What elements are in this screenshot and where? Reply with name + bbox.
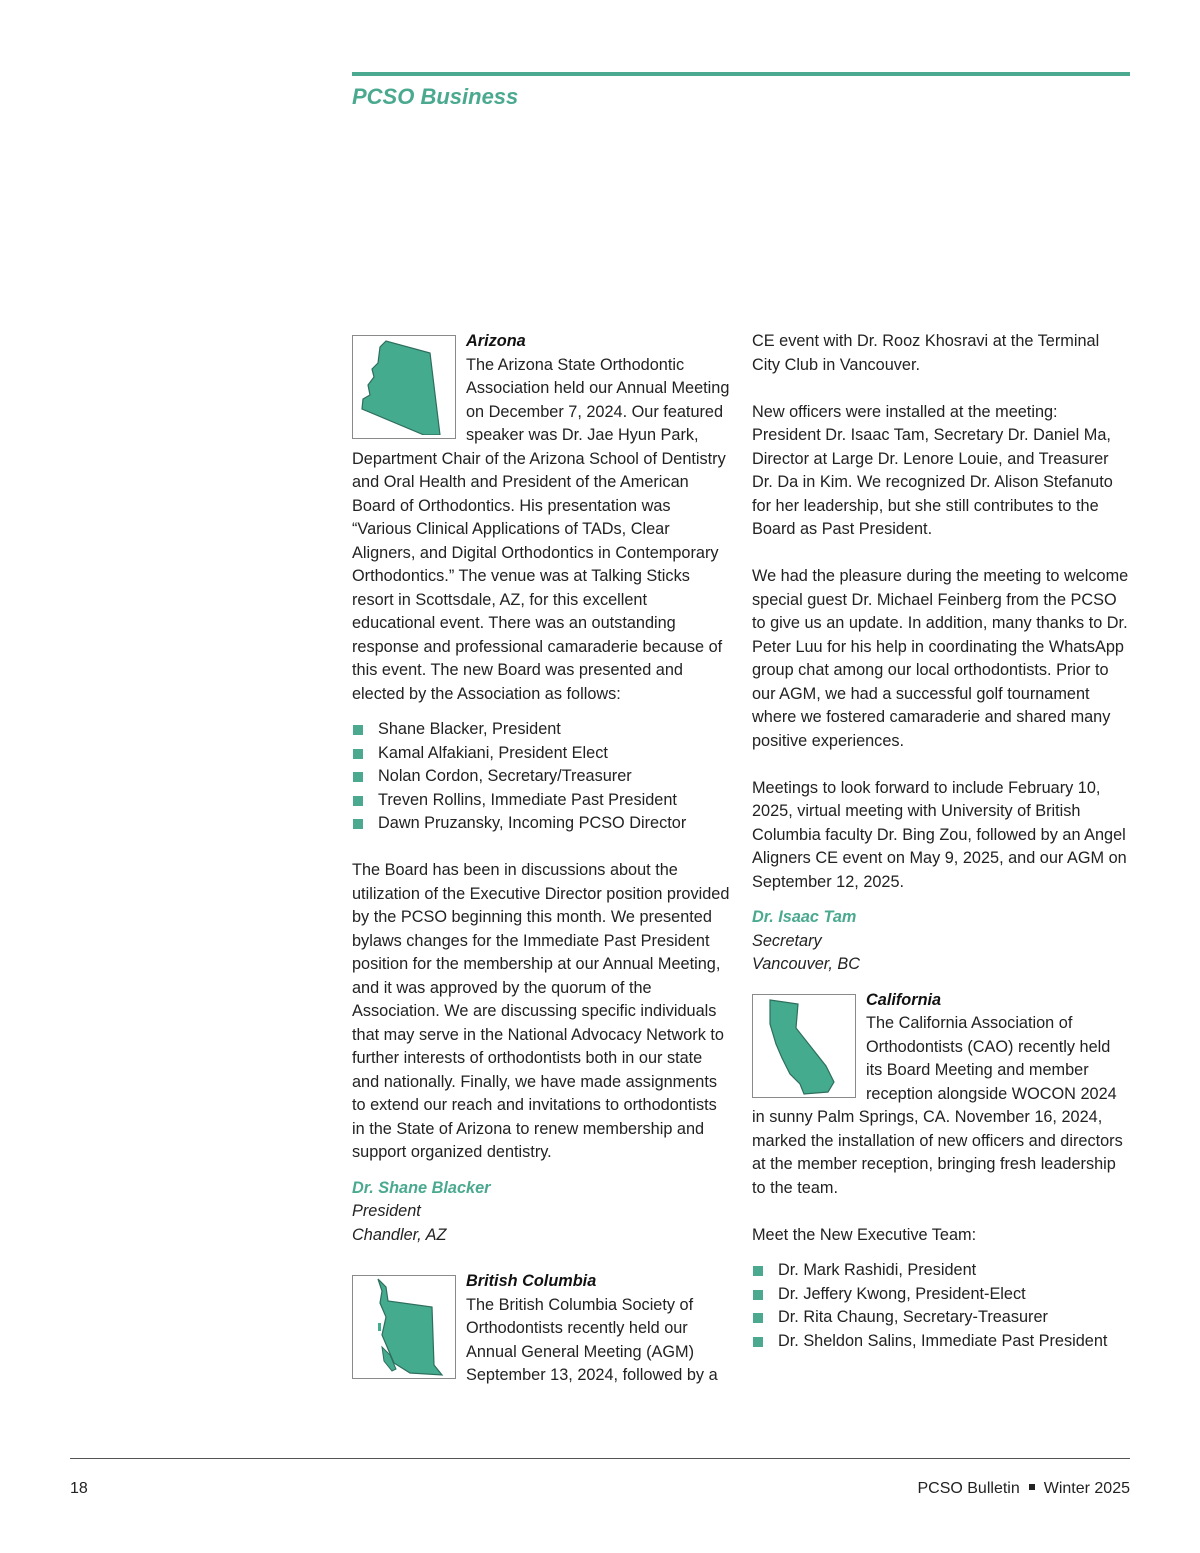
- section-title: PCSO Business: [352, 84, 519, 109]
- separator-square-icon: [1029, 1484, 1035, 1490]
- bc-paragraph-4: Meetings to look forward to include February 10, 2025, virtual meeting with University of British Columbia faculty Dr. Bing Zou, followed by an Angel Aligners CE event on May 9, 2025, and our AGM on September 12, 2025.: [752, 778, 1127, 891]
- bc-paragraph-2: New officers were installed at the meeting: President Dr. Isaac Tam, Secretary Dr. Daniel Ma, Director at Large Dr. Lenore Louie, and Treasurer Dr. Da in Kim. We recognized Dr. Alison Stefanuto for her leadership, but she still contributes to the Board as Past President.: [752, 402, 1113, 538]
- list-item: Treven Rollins, Immediate Past President: [352, 789, 730, 813]
- list-item: Dr. Sheldon Salins, Immediate Past President: [752, 1330, 1130, 1354]
- list-item: Dawn Pruzansky, Incoming PCSO Director: [352, 812, 730, 836]
- british-columbia-map-icon: [352, 1275, 456, 1379]
- arizona-paragraph-2: The Board has been in discussions about the utilization of the Executive Director position provided by the PCSO beginning this month. We presented bylaws changes for the Immediate Past President position for the membership at our Annual Meeting, and it was approved by the quorum of the Association. We are discussing specific individuals that may serve in the National Advocacy Network to further interests of orthodontists both in our state and nationally. Finally, we have made assignments to extend our reach and invitations to orthodontists in the State of Arizona to renew membership and support organized dentistry.: [352, 861, 730, 1161]
- bc-paragraph-1: The British Columbia Society of Orthodontists recently held our Annual General Meeting (AGM) September 13, 2024, followed by a: [466, 1295, 718, 1384]
- arizona-paragraph-1: The Arizona State Orthodontic Association held our Annual Meeting on December 7, 2024. Our featured speaker was Dr. Jae Hyun Park, Department Chair of the Arizona School of Dentistry and Oral Health and President of the American Board of Orthodontics. His presentation was “Various Clinical Applications of TADs, Clear Aligners, and Digital Orthodontics in Contemporary Orthodontics.” The venue was at Talking Sticks resort in Scottsdale, AZ, for this excellent educational event. There was an outstanding response and professional camaraderie because of this event. The new Board was presented and elected by the Association as follows:: [352, 355, 730, 703]
- bc-paragraph-3: We had the pleasure during the meeting to welcome special guest Dr. Michael Feinberg from the PCSO to give us an update. In addition, many thanks to Dr. Peter Luu for his help in coordinating the WhatsApp group chat among our local orthodontists. Prior to our AGM, we had a successful golf tournament where we fostered camaraderie and shared many positive experiences.: [752, 567, 1129, 750]
- california-heading: California: [866, 990, 942, 1009]
- right-column: [752, 330, 1130, 1353]
- bc-signature-location: Vancouver, BC: [752, 955, 860, 973]
- arizona-board-list: [352, 718, 730, 836]
- arizona-map-icon: [352, 335, 456, 439]
- list-item: Nolan Cordon, Secretary/Treasurer: [352, 765, 730, 789]
- list-item: Dr. Jeffery Kwong, President-Elect: [752, 1283, 1130, 1307]
- bc-paragraph-1-continued: CE event with Dr. Rooz Khosravi at the Terminal City Club in Vancouver.: [752, 332, 1100, 374]
- header-rule: [352, 72, 1130, 76]
- california-paragraph-1: The California Association of Orthodontists (CAO) recently held its Board Meeting and member reception alongside WOCON 2024 in sunny Palm Springs, CA. November 16, 2024, marked the installation of new officers and directors at the member reception, bringing fresh leadership to the team.: [752, 1014, 1123, 1197]
- footer-publication: [917, 1480, 1130, 1498]
- bc-heading: British Columbia: [466, 1272, 597, 1290]
- bc-signature-name: Dr. Isaac Tam: [752, 908, 857, 926]
- list-item: Kamal Alfakiani, President Elect: [352, 742, 730, 766]
- list-item: Dr. Rita Chaung, Secretary-Treasurer: [752, 1306, 1130, 1330]
- california-intro: Meet the New Executive Team:: [752, 1225, 977, 1244]
- california-map-icon: [752, 994, 856, 1098]
- issue-label: Winter 2025: [1043, 1480, 1130, 1497]
- arizona-signature-title: President: [352, 1202, 421, 1220]
- list-item: Shane Blacker, President: [352, 718, 730, 742]
- arizona-signature-location: Chandler, AZ: [352, 1225, 447, 1244]
- list-item: Dr. Mark Rashidi, President: [752, 1259, 1130, 1283]
- footer-rule: [70, 1458, 1130, 1459]
- bc-signature-title: Secretary: [752, 931, 822, 950]
- california-team-list: [752, 1259, 1130, 1353]
- left-column: [352, 330, 730, 1388]
- arizona-heading: Arizona: [466, 332, 526, 350]
- arizona-signature-name: Dr. Shane Blacker: [352, 1178, 491, 1197]
- page-number: 18: [70, 1480, 88, 1497]
- publication-name: PCSO Bulletin: [917, 1480, 1020, 1497]
